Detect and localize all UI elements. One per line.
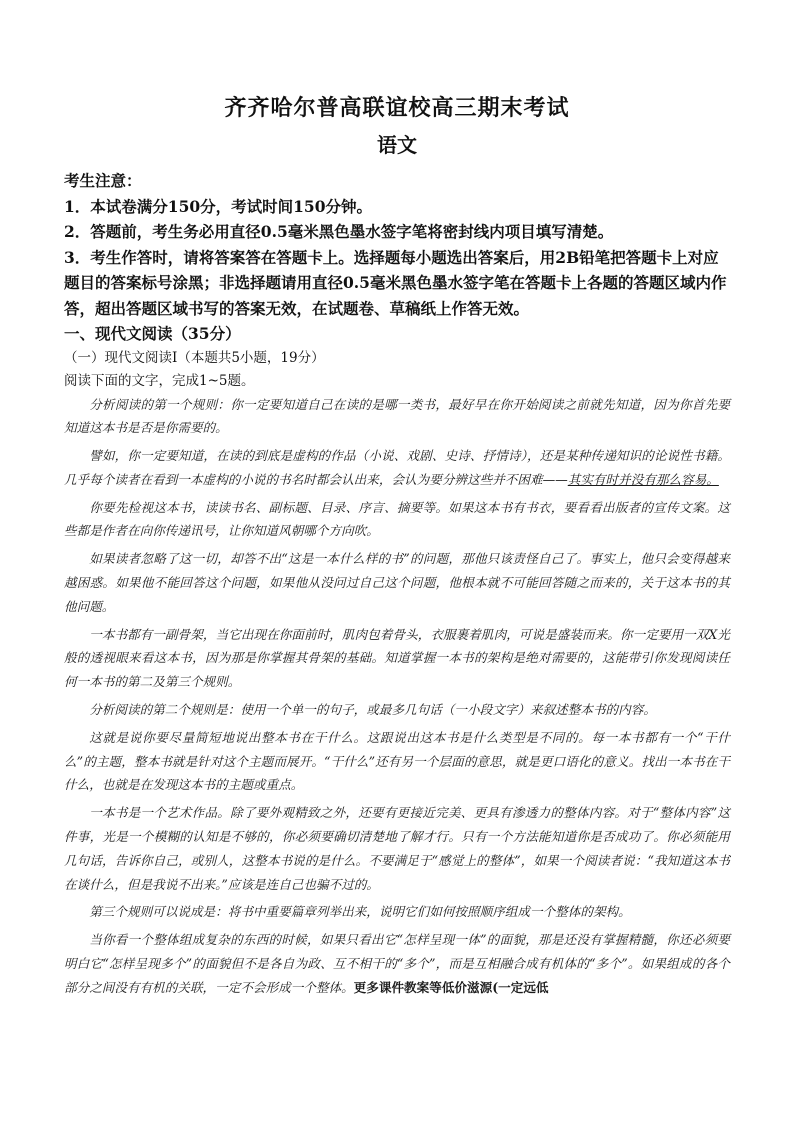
passage-paragraph-4: 如果读者忽略了这一切，却答不出“这是一本什么样的书”的问题，那他只该责怪自己了。事实上，他只会变得越来越困惑。如果他不能回答这个问题，如果他从没问过自己这个问题，他根本就不可能回答随之而来的，关于这本书的其他问题。: [64, 551, 730, 614]
passage-paragraph-7: 这就是说你要尽量简短地说出整本书在干什么。这跟说出这本书是什么类型是不同的。每一本书都有一个“干什么”的主题，整本书就是针对这个主题而展开。“干什么”还有另一个层面的意思，就是更口语化的意义。找出一本书在干什么，也就是在发现这本书的主题或重点。: [64, 729, 730, 793]
passage-paragraph-2-text: 譬如，你一定要知道，在读的到底是虚构的作品（小说、戏剧、史诗、抒情诗），还是某种传递知识的论说性书籍。几乎每个读者在看到一本虚构的小说的书名时都会认出来，会认为要分辨这些并不困难——: [64, 448, 730, 487]
ad-tail-text: 更多课件教案等低价滋源(一定远低: [353, 979, 549, 995]
subject-title: 语文: [377, 133, 417, 157]
passage-paragraph-3: 你要先检视这本书，读读书名、副标题、目录、序言、摘要等。如果这本书有书衣，要看看出版者的宣传文案。这些都是作者在向你传递讯号，让你知道风朝哪个方向吹。: [64, 499, 730, 539]
passage-paragraph-1: 分析阅读的第一个规则：你一定要知道自己在读的是哪一类书，最好早在你开始阅读之前就先知道，因为你首先要知道这本书是否是你需要的。: [64, 396, 730, 436]
notice-item-1: 1．本试卷满分150分，考试时间150分钟。: [64, 196, 372, 216]
notice-heading: 考生注意：: [64, 171, 142, 190]
passage-paragraph-10-text: 当你看一个整体组成复杂的东西的时候，如果只看出它“怎样呈现一体”的面貌，那是还没有掌握精髓，你还必须要明白它“怎样呈现多个”的面貌但不是各自为政、互不相干的“多个”，而是互相融合成有机体的“多个”。如果组成的各个部分之间没有有机的关联，一定不会形成一个整体。: [64, 932, 730, 995]
notice-item-3: 3．考生作答时，请将答案答在答题卡上。选择题每小题选出答案后，用2B铅笔把答题卡上对应题目的答案标号涂黑；非选择题请用直径0.5毫米黑色墨水签字笔在答题卡上各题的答题区域内作答，超出答题区域书写的答案无效，在试题卷、草稿纸上作答无效。: [64, 247, 727, 318]
notice-item-2: 2．答题前，考生务必用直径0.5毫米黑色墨水签字笔将密封线内项目填写清楚。: [64, 222, 614, 241]
passage-paragraph-9: 第三个规则可以说成是：将书中重要篇章列举出来，说明它们如何按照顺序组成一个整体的架构。: [89, 904, 631, 920]
section-heading: 一、现代文阅读（35分）: [64, 324, 241, 343]
passage-paragraph-6: 分析阅读的第二个规则是：使用一个单一的句子，或最多几句话（一小段文字）来叙述整本书的内容。: [89, 702, 656, 718]
passage-paragraph-8: 一本书是一个艺术作品。除了要外观精致之外，还要有更接近完美、更具有渗透力的整体内容。对于“整体内容”这件事，光是一个模糊的认知是不够的，你必须要确切清楚地了解才行。只有一个方法能知道你是否成功了。你必须能用几句话，告诉你自己，或别人，这整本书说的是什么。不要满足于“感觉上的整体”，如果一个阅读者说：“我知道这本书在谈什么，但是我说不出来。”应该是连自己也骗不过的。: [64, 805, 730, 892]
reading-instruction: 阅读下面的文字，完成1~5题。: [64, 372, 255, 389]
exam-title: 齐齐哈尔普高联谊校高三期末考试: [224, 95, 570, 121]
underlined-sentence: 其实有时并没有那么容易。: [567, 471, 719, 487]
passage-paragraph-10: [64, 928, 730, 999]
passage-paragraph-5: 一本书都有一副骨架，当它出现在你面前时，肌肉包着骨头，衣服裹着肌肉，可说是盛装而来。你一定要用一双X光般的透视眼来看这本书，因为那是你掌握其骨架的基础。知道掌握一本书的架构是绝对需要的，这能带引你发现阅读任何一本书的第二及第三个规则。: [64, 626, 730, 690]
passage-paragraph-2: [64, 444, 730, 492]
section-sub-heading: （一）现代文阅读Ⅰ（本题共5小题，19分）: [64, 349, 325, 366]
